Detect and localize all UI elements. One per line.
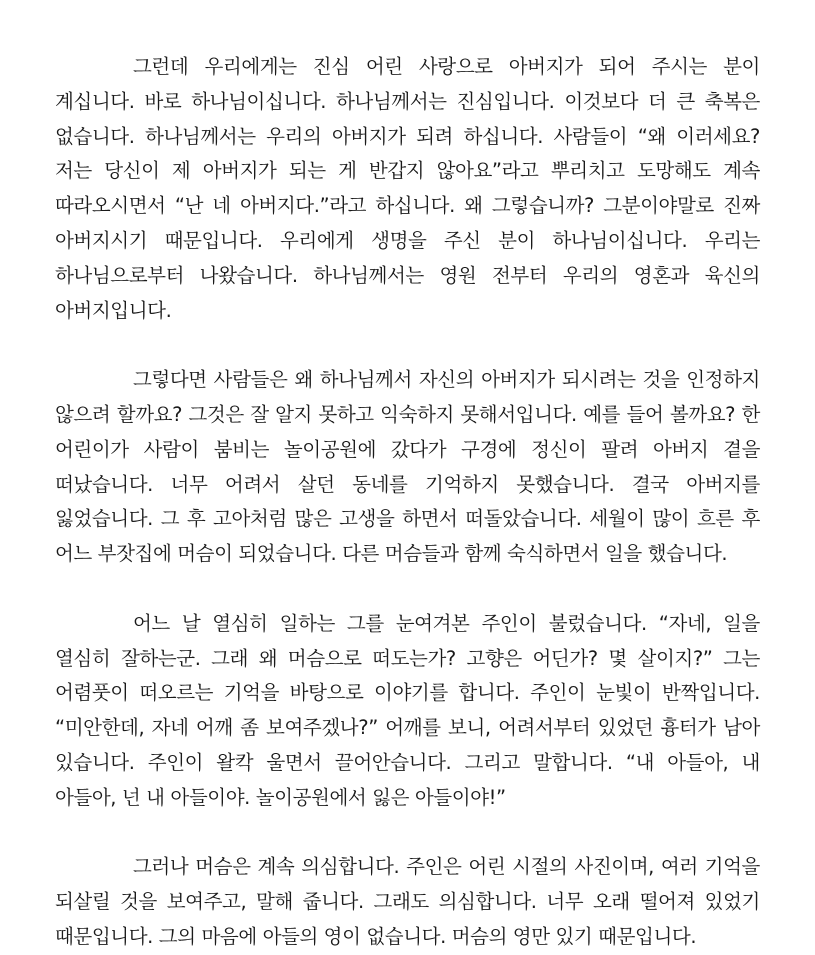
paragraph-2: 그렇다면 사람들은 왜 하나님께서 자신의 아버지가 되시려는 것을 인정하지 않으려 할까요? 그것은 잘 알지 못하고 익숙하지 못해서입니다. 예를 들어 볼까요? 한 어린이가 사람이 붐비는 놀이공원에 갔다가 구경에 정신이 팔려 아버지 곁을 떠났습니다. 너무 어려서 살던 동네를 기억하지 못했습니다. 결국 아버지를 잃었습니다. 그 후 고아처럼 많은 고생을 하면서 떠돌았습니다. 세월이 많이 흐른 후 어느 부잣집에 머슴이 되었습니다. 다른 머슴들과 함께 숙식하면서 일을 했습니다. <box>55 368 760 566</box>
paragraph-1: 그런데 우리에게는 진심 어린 사랑으로 아버지가 되어 주시는 분이 계십니다. 바로 하나님이십니다. 하나님께서는 진심입니다. 이것보다 더 큰 축복은 없습니다. 하나님께서는 우리의 아버지가 되려 하십니다. 사람들이 “왜 이러세요? 저는 당신이 제 아버지가 되는 게 반갑지 않아요”라고 뿌리치고 도망해도 계속 따라오시면서 “난 네 아버지다.”라고 하십니다. 왜 그렇습니까? 그분이야말로 진짜 아버지시기 때문입니다. 우리에게 생명을 주신 분이 하나님이십니다. 우리는 하나님으로부터 나왔습니다. 하나님께서는 영원 전부터 우리의 영혼과 육신의 아버지입니다. <box>55 55 760 322</box>
paragraph-3: 어느 날 열심히 일하는 그를 눈여겨본 주인이 불렀습니다. “자네, 일을 열심히 잘하는군. 그래 왜 머슴으로 떠도는가? 고향은 어딘가? 몇 살이지?” 그는 어렴풋이 떠오르는 기억을 바탕으로 이야기를 합니다. 주인이 눈빛이 반짝입니다. “미안한데, 자네 어깨 좀 보여주겠나?” 어깨를 보니, 어려서부터 있었던 흉터가 남아 있습니다. 주인이 왈칵 울면서 끌어안습니다. 그리고 말합니다. “내 아들아, 내 아들아, 넌 내 아들이야. 놀이공원에서 잃은 아들이야!” <box>55 611 760 809</box>
paragraph-4: 그러나 머슴은 계속 의심합니다. 주인은 어린 시절의 사진이며, 여러 기억을 되살릴 것을 보여주고, 말해 줍니다. 그래도 의심합니다. 너무 오래 떨어져 있었기 때문입니다. 그의 마음에 아들의 영이 없습니다. 머슴의 영만 있기 때문입니다. <box>55 855 760 948</box>
document-body <box>55 50 760 955</box>
